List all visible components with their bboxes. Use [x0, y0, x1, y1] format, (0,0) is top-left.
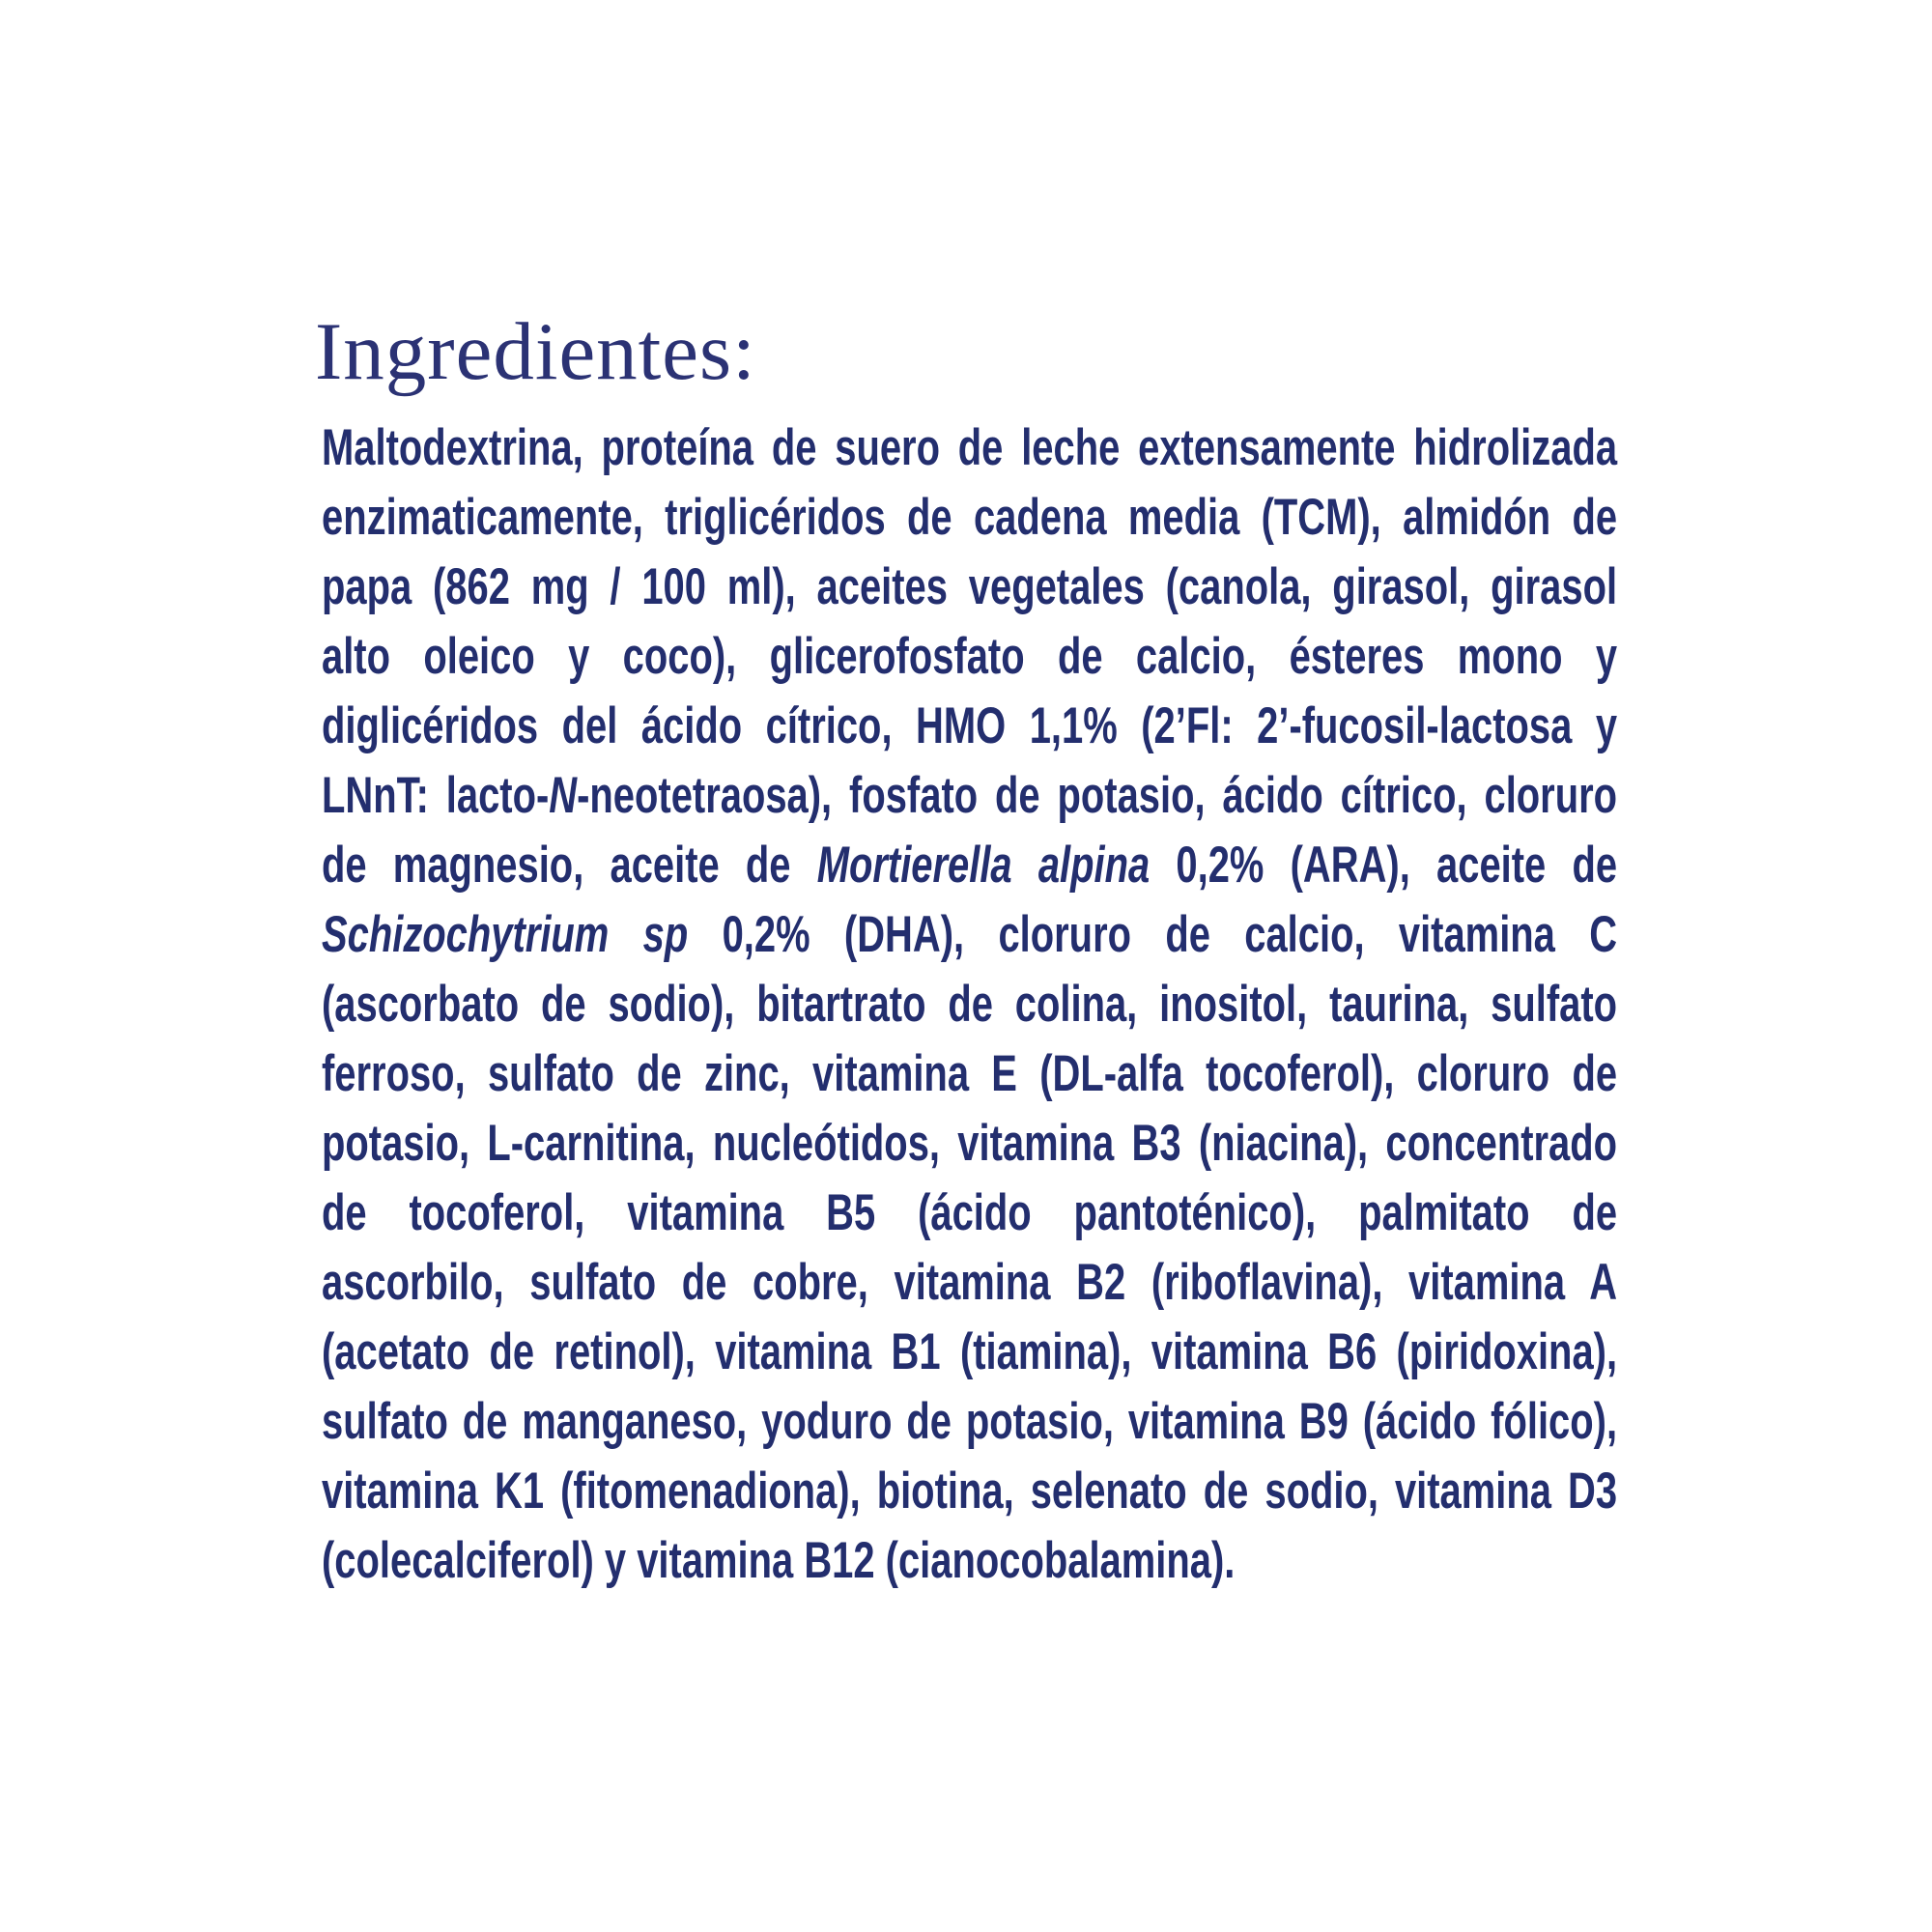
ingredients-line [322, 553, 1617, 622]
ingredients-text-block [322, 413, 1617, 1596]
ingredients-line [322, 1526, 1617, 1596]
ingredient-text-segment: LNnT: lacto- [322, 767, 550, 824]
ingredients-line [322, 1248, 1617, 1318]
ingredient-text-segment: 0,2% (DHA), cloruro de calcio, vitamina C [688, 906, 1618, 963]
ingredient-text-segment: potasio, L-carnitina, nucleótidos, vitamina B3 (niacina), concentrado [322, 1115, 1618, 1172]
ingredient-text-segment: alto oleico y coco), glicerofosfato de calcio, ésteres mono y [322, 628, 1618, 685]
ingredients-line [322, 900, 1617, 970]
ingredient-text-segment: ferroso, sulfato de zinc, vitamina E (DL-alfa tocoferol), cloruro de [322, 1045, 1618, 1102]
ingredients-line [322, 1109, 1617, 1179]
ingredients-line [322, 1318, 1617, 1387]
ingredients-line [322, 761, 1617, 831]
ingredient-text-segment: (colecalciferol) y vitamina B12 (cianocobalamina). [322, 1532, 1236, 1589]
ingredient-text-segment: Maltodextrina, proteína de suero de leche extensamente hidrolizada [322, 419, 1618, 476]
ingredient-text-segment: enzimaticamente, triglicéridos de cadena media (TCM), almidón de [322, 489, 1618, 546]
ingredient-text-segment: papa (862 mg / 100 ml), aceites vegetales (canola, girasol, girasol [322, 558, 1618, 615]
ingredients-line [322, 413, 1617, 483]
ingredient-text-segment: (ascorbato de sodio), bitartrato de colina, inositol, taurina, sulfato [322, 976, 1618, 1033]
ingredient-text-segment: diglicéridos del ácido cítrico, HMO 1,1% (2’Fl: 2’-fucosil-lactosa y [322, 697, 1618, 754]
ingredient-text-segment: vitamina K1 (fitomenadiona), biotina, selenato de sodio, vitamina D3 [322, 1463, 1618, 1520]
ingredient-text-segment: sulfato de manganeso, yoduro de potasio, vitamina B9 (ácido fólico), [322, 1393, 1618, 1450]
ingredients-line [322, 622, 1617, 692]
ingredients-line [322, 831, 1617, 900]
ingredient-text-segment: de magnesio, aceite de [322, 837, 817, 894]
ingredients-line [322, 1039, 1617, 1109]
ingredient-text-segment: ascorbilo, sulfato de cobre, vitamina B2 (riboflavina), vitamina A [322, 1254, 1618, 1311]
ingredient-scientific-name: Schizochytrium sp [322, 906, 689, 963]
ingredients-line [322, 1387, 1617, 1457]
ingredients-line [322, 1179, 1617, 1248]
ingredients-line [322, 692, 1617, 761]
ingredient-text-segment: de tocoferol, vitamina B5 (ácido pantoténico), palmitato de [322, 1184, 1618, 1241]
ingredient-text-segment: -neotetraosa), fosfato de potasio, ácido cítrico, cloruro [577, 767, 1618, 824]
ingredients-line [322, 970, 1617, 1039]
ingredients-line [322, 1457, 1617, 1526]
ingredients-title: Ingredientes: [315, 306, 756, 397]
ingredient-scientific-name: N [549, 767, 578, 824]
ingredients-line [322, 483, 1617, 553]
ingredient-text-segment: 0,2% (ARA), aceite de [1150, 837, 1618, 894]
ingredient-text-segment: (acetato de retinol), vitamina B1 (tiamina), vitamina B6 (piridoxina), [322, 1323, 1618, 1380]
ingredient-scientific-name: Mortierella alpina [816, 837, 1151, 894]
